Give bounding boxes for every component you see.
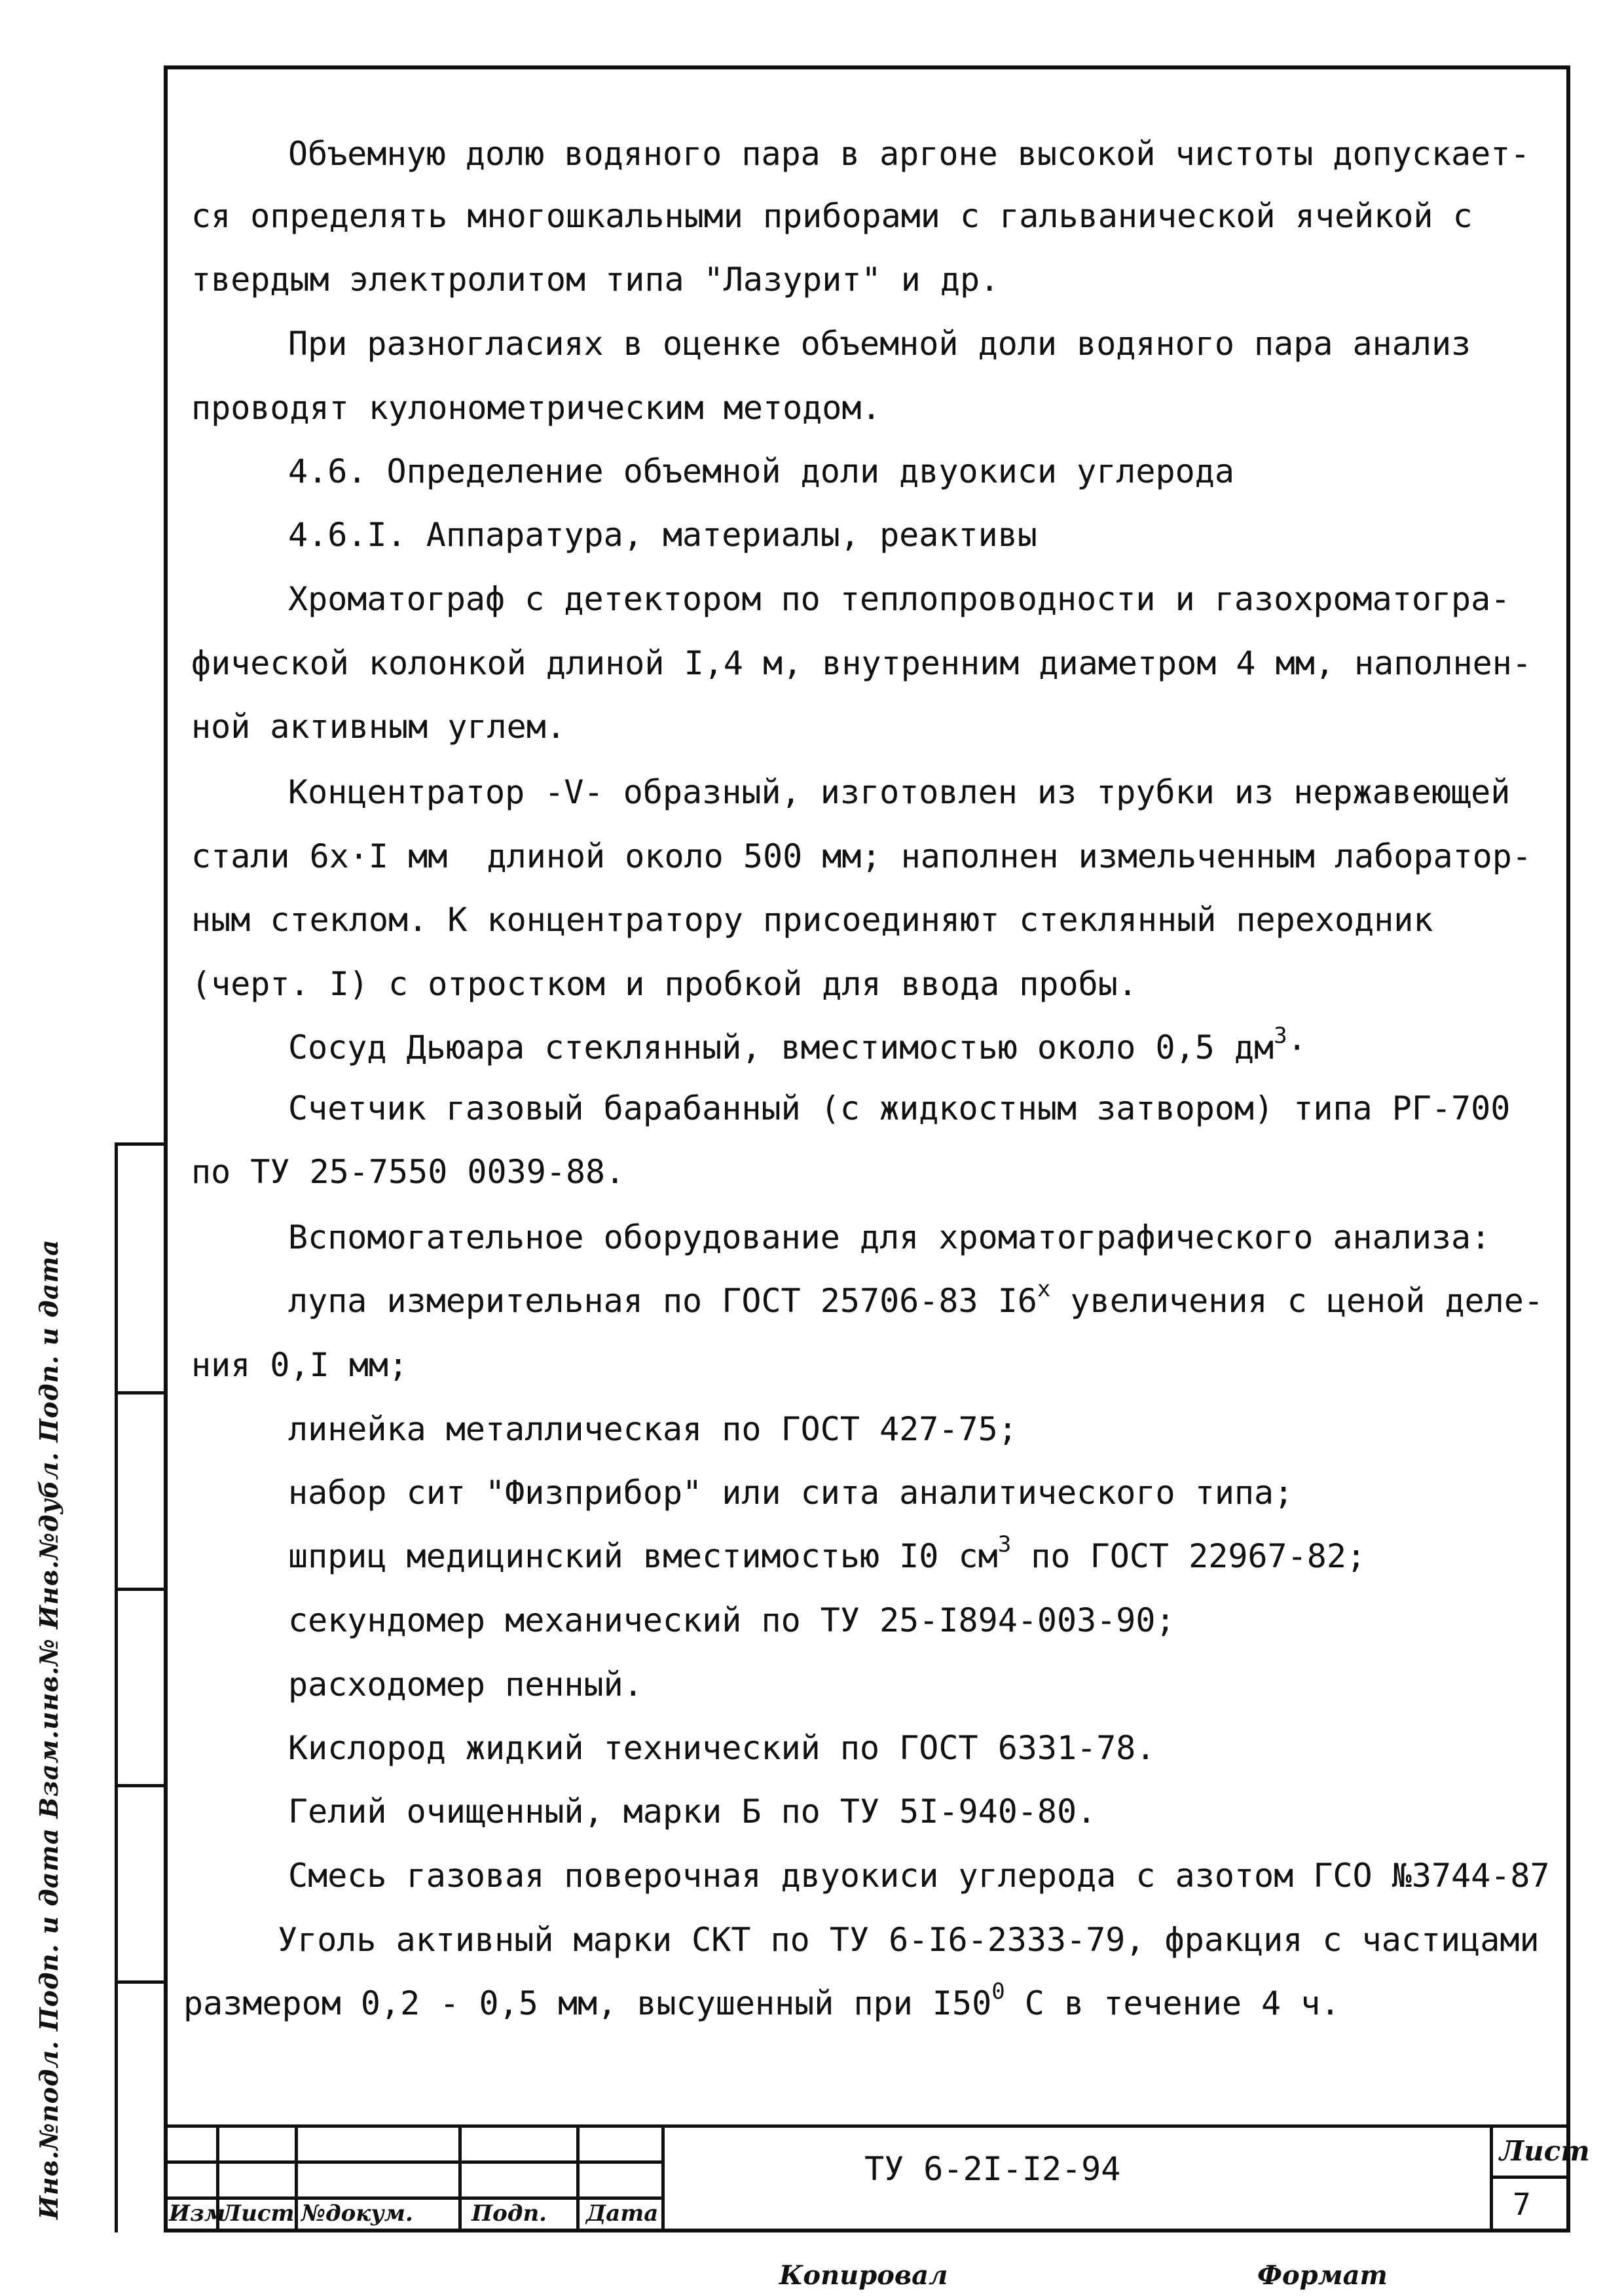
sheet-label: Лист (1500, 2135, 1590, 2167)
text-line: Вспомогательное оборудование для хроматографического анализа: (288, 1218, 1491, 1256)
subsection-heading: 4.6.I. Аппаратура, материалы, реактивы (288, 516, 1037, 554)
text-line: ной активным углем. (191, 708, 566, 746)
text-line: по ТУ 25-7550 0039-88. (191, 1153, 625, 1191)
text-line: Объемную долю водяного пара в аргоне высокой чистоты допускает- (288, 135, 1530, 173)
text-line: шприц медицинский вместимостью I0 $см^3$ по ГОСТ 22967-82; (288, 1531, 1367, 1575)
strip-rule (115, 1784, 164, 1787)
text-line: Сосуд Дьюара стеклянный, вместимостью около 0,5 $дм^3\cdot$ (288, 1023, 1307, 1066)
col-data-label: Дата (586, 2200, 659, 2227)
text-line: набор сит "Физприбор" или сита аналитического типа; (288, 1474, 1294, 1512)
section-heading: 4.6. Определение объемной доли двуокиси углерода (288, 452, 1234, 490)
col-list-label: Лист (221, 2200, 295, 2227)
text-line: фической колонкой длиной I,4 м, внутренним диаметром 4 мм, наполнен- (191, 644, 1532, 682)
text-line: твердым электролитом типа "Лазурит" и др. (191, 261, 1000, 299)
text-line: Концентратор -V- образный, изготовлен из трубки из нержавеющей (288, 773, 1511, 811)
col-izm-label: Изм (169, 2200, 226, 2227)
text-line: стали 6х·I мм длиной около 500 мм; наполнен измельченным лаборатор- (191, 837, 1532, 875)
title-block-rule (164, 2124, 1570, 2128)
document-code: ТУ 6-2I-I2-94 (864, 2150, 1121, 2188)
text-line: ным стеклом. К концентратору присоединяют стеклянный переходник (191, 901, 1433, 939)
side-strip-labels: Инв.№подл. Подп. и дата Взам.инв.№ Инв.№дубл. Подп. и дата (34, 1239, 64, 2219)
strip-rule (115, 1391, 164, 1394)
text-line: (черт. I) с отростком и пробкой для ввода пробы. (191, 965, 1137, 1003)
text-line: ся определять многошкальными приборами с гальванической ячейкой с (191, 197, 1473, 235)
text-line: Счетчик газовый барабанный (с жидкостным затвором) типа РГ-700 (288, 1089, 1511, 1127)
title-block-rule (458, 2124, 462, 2232)
text-line: Гелий очищенный, марки Б по ТУ 5I-940-80. (288, 1793, 1097, 1831)
copied-caption: Копировал (779, 2260, 948, 2291)
title-block-rule (576, 2124, 580, 2232)
strip-rule (115, 1588, 164, 1591)
sheet-number: 7 (1513, 2187, 1531, 2222)
text-line: размером 0,2 - 0,5 мм, высушенный при $I50^0$ С в течение 4 ч. (183, 1978, 1340, 2022)
text-line: расходомер пенный. (288, 1666, 643, 1704)
title-block-rule (164, 2196, 665, 2200)
col-podp-label: Подп. (471, 2200, 547, 2227)
text-line: ния 0,I мм; (191, 1346, 409, 1384)
title-block-rule (295, 2124, 298, 2232)
title-block-rule (1492, 2176, 1570, 2179)
title-block-rule (164, 2160, 665, 2164)
text-line: При разногласиях в оценке объемной доли водяного пара анализ (288, 325, 1471, 363)
text-line: Хроматограф с детектором по теплопроводности и газохроматогра- (288, 580, 1511, 618)
text-line: линейка металлическая по ГОСТ 427-75; (288, 1410, 1018, 1448)
side-strip (85, 1142, 164, 2232)
text-line: Кислород жидкий технический по ГОСТ 6331-78. (288, 1729, 1156, 1767)
format-caption: Формат (1257, 2260, 1388, 2291)
strip-rule (115, 1980, 164, 1984)
text-line: Смесь газовая поверочная двуокиси углерода с азотом ГСО №3744-87 (288, 1857, 1550, 1895)
col-ndokum-label: №докум. (301, 2200, 413, 2227)
text-line: Уголь активный марки СКТ по ТУ 6-I6-2333-79, фракция с частицами (278, 1921, 1540, 1959)
strip-rule (115, 1142, 118, 2232)
text-line: секундомер механический по ТУ 25-I894-003-90; (288, 1601, 1175, 1639)
text-line: лупа измерительная по ГОСТ 25706-83 I6$^x$ увеличения с ценой деле- (288, 1276, 1543, 1320)
strip-rule (115, 1142, 164, 1146)
title-block-rule (1490, 2124, 1493, 2232)
title-block-rule (661, 2124, 665, 2232)
text-line: проводят кулонометрическим методом. (191, 389, 881, 427)
